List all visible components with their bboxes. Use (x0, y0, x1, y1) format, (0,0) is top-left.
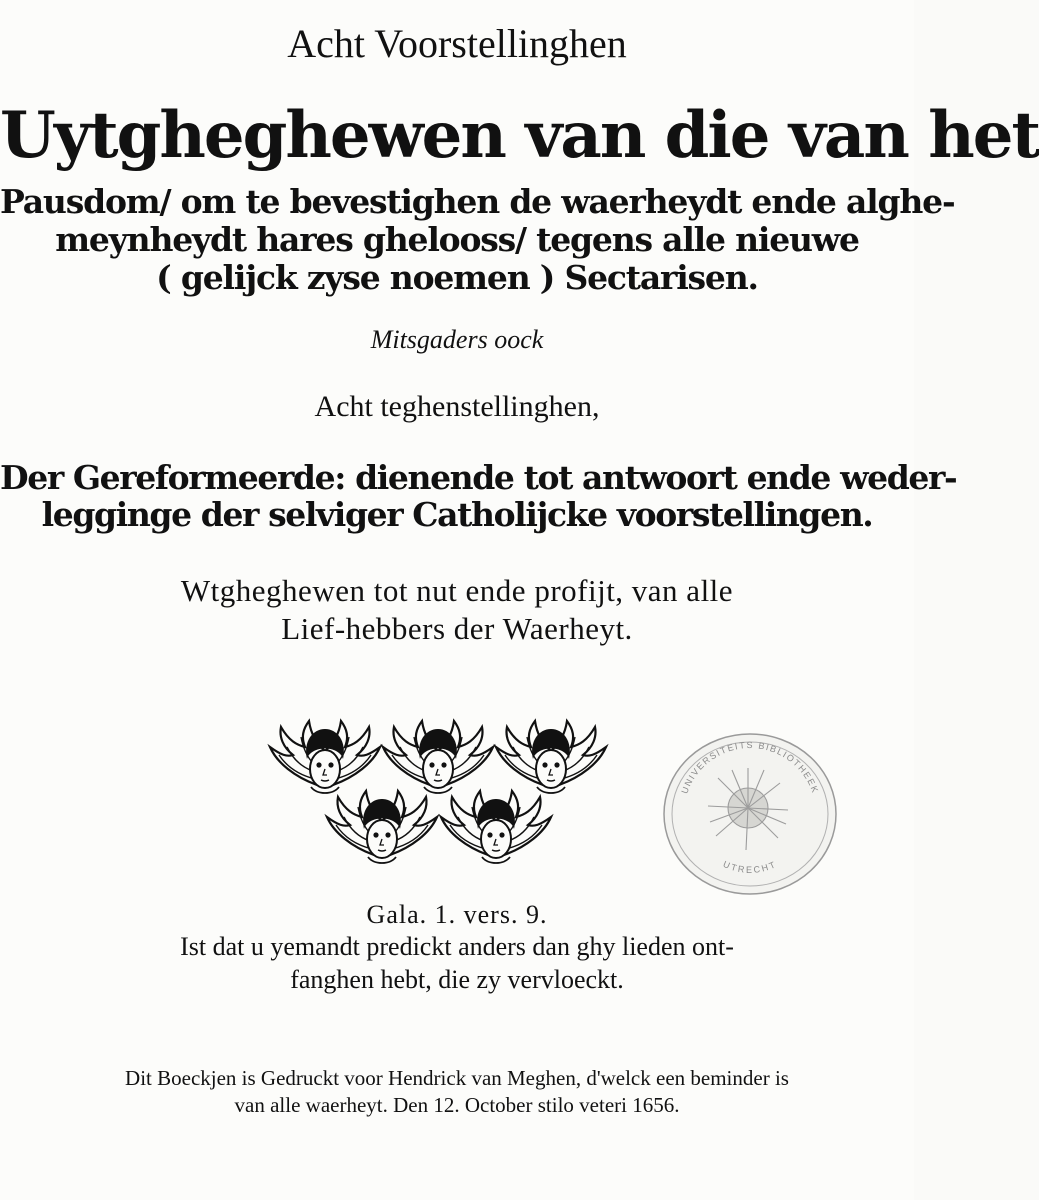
imprint-line-1: Dit Boeckjen is Gedruckt voor Hendrick van Meghen, d'welck een beminder is (125, 1066, 789, 1090)
reformed-line-2: legginge der selviger Catholijcke voorstellingen. (41, 495, 873, 534)
scripture-reference: Gala. 1. vers. 9. (366, 900, 548, 929)
purpose-line-2: Lief-hebbers der Waerheyt. (281, 611, 633, 646)
heading-acht-voorstellinghen: Acht Voorstellinghen (287, 21, 627, 66)
scripture-quote-line-1: Ist dat u yemandt predickt anders dan ghy lieden ont- (180, 932, 734, 961)
stamp-bottom-text: UTRECHT (721, 858, 779, 875)
stamp-top-text: UNIVERSITEITS BIBLIOTHEEK (679, 739, 821, 796)
heading-acht-teghenstellinghen: Acht teghenstellinghen, (314, 390, 600, 423)
library-stamp-icon (660, 728, 840, 898)
purpose-line-1: Wtgheghewen tot nut ende profijt, van alle (180, 573, 734, 608)
conjunction-mitsgaders: Mitsgaders oock (370, 325, 544, 354)
scripture-quote-line-2: fanghen hebt, die zy vervloeckt. (290, 965, 624, 994)
main-title-blackletter: Uytgheghewen van die van het (0, 98, 1039, 173)
subtitle-line-1: Pausdom/ om te bevestighen de waerheydt ende alghe- (0, 182, 955, 221)
subtitle-line-3: ( gelijck zyse noemen ) Sectarisen. (156, 258, 758, 297)
winged-cherub-heads-icon (260, 712, 620, 882)
imprint-line-2: van alle waerheyt. Den 12. October stilo veteri 1656. (234, 1093, 680, 1117)
subtitle-line-2: meynheydt hares ghelooss/ tegens alle nieuwe (55, 220, 859, 259)
reformed-line-1: Der Gereformeerde: dienende tot antwoort ende weder- (0, 458, 957, 497)
